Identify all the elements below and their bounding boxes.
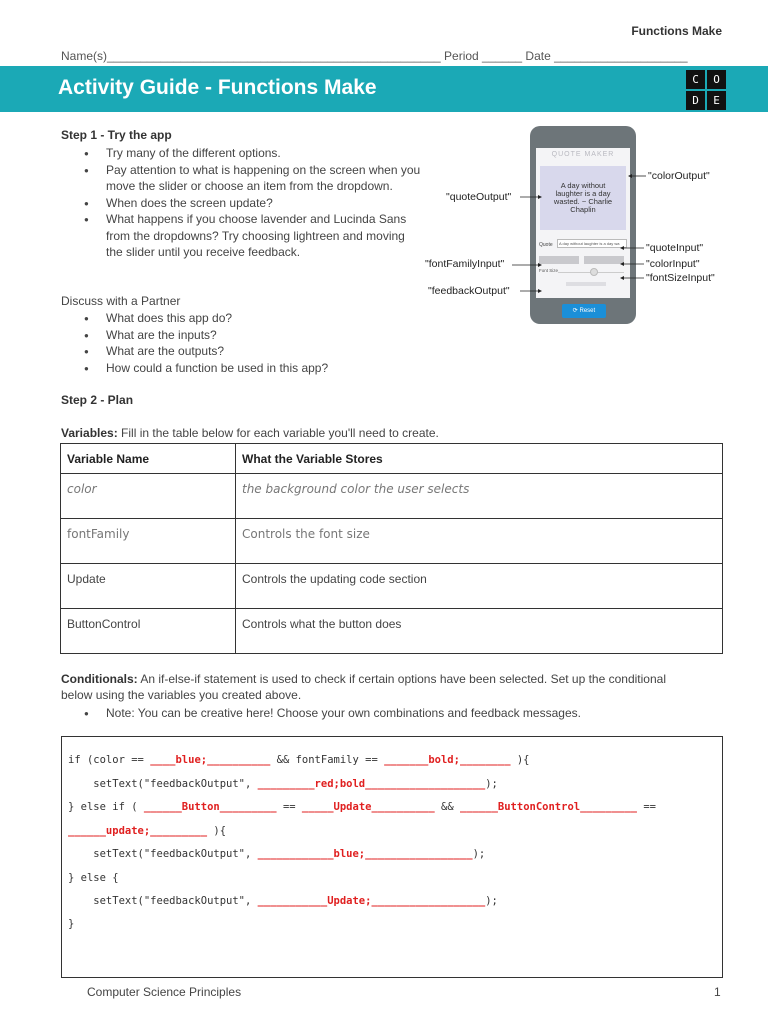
conditionals-text-2: below using the variables you created above. bbox=[61, 688, 302, 702]
column-header: What the Variable Stores bbox=[236, 444, 723, 474]
conditionals-instruction bbox=[61, 672, 666, 686]
list-item: ● Pay attention to what is happening on the screen when you move the slider or choose an item from the dropdown. bbox=[84, 162, 424, 195]
callout-quote-output: "quoteOutput" bbox=[446, 191, 512, 203]
quote-input-field: A day without laughter is a day wa bbox=[557, 239, 627, 248]
fill-in-blank[interactable]: _________red;bold___________________ bbox=[257, 778, 486, 790]
discuss-bullet-list bbox=[84, 310, 424, 376]
fill-in-blank[interactable]: ___________Update;__________________ bbox=[257, 895, 486, 907]
list-item: ● What does this app do? bbox=[84, 310, 424, 327]
code-text: ){ bbox=[510, 754, 530, 766]
code-line-8 bbox=[68, 918, 74, 930]
code-text: } bbox=[68, 918, 75, 930]
step2-heading: Step 2 - Plan bbox=[61, 393, 134, 407]
fill-in-blank[interactable]: ______update;_________ bbox=[68, 825, 208, 837]
logo-letter: O bbox=[707, 70, 726, 89]
code-line-7 bbox=[68, 895, 498, 907]
code-text: } else { bbox=[68, 872, 119, 884]
code-text: ); bbox=[485, 778, 498, 790]
code-line-4 bbox=[68, 825, 226, 837]
code-line-1 bbox=[68, 754, 530, 766]
callout-feedback-output: "feedbackOutput" bbox=[428, 285, 510, 297]
running-header-title: Functions Make bbox=[631, 24, 722, 38]
list-item: ● What are the inputs? bbox=[84, 327, 424, 344]
variable-name-cell[interactable]: ButtonControl bbox=[61, 609, 236, 654]
list-item: ● Try many of the different options. bbox=[84, 145, 424, 162]
variables-text: Fill in the table below for each variable you'll need to create. bbox=[121, 426, 439, 440]
code-text: && bbox=[434, 801, 460, 813]
code-text: ){ bbox=[207, 825, 227, 837]
callout-quote-input: "quoteInput" bbox=[646, 242, 704, 254]
fill-in-blank[interactable]: ______ButtonControl_________ bbox=[459, 801, 637, 813]
step1-heading: Step 1 - Try the app bbox=[61, 128, 172, 142]
variables-instruction bbox=[61, 426, 439, 440]
variables-label: Variables: bbox=[61, 426, 118, 440]
list-item: ● When does the screen update? bbox=[84, 195, 424, 212]
conditional-code-box bbox=[61, 736, 723, 978]
reset-button: ⟳ Reset bbox=[562, 304, 606, 318]
fill-in-blank[interactable]: _______bold;________ bbox=[384, 754, 511, 766]
logo-letter: C bbox=[686, 70, 705, 89]
code-line-3 bbox=[68, 801, 656, 813]
code-text: == bbox=[637, 801, 656, 813]
callout-font-size-input: "fontSizeInput" bbox=[646, 272, 715, 284]
step1-bullet-list bbox=[84, 145, 424, 261]
code-text: setText("feedbackOutput", bbox=[68, 895, 258, 907]
reset-label: Reset bbox=[579, 308, 596, 314]
table-header-row bbox=[61, 444, 723, 474]
conditionals-text-1: An if-else-if statement is used to check if certain options have been selected. Set up the conditional bbox=[140, 672, 666, 686]
code-text: && fontFamily == bbox=[270, 754, 385, 766]
list-item: ● What happens if you choose lavender and Lucinda Sans from the dropdowns? Try choosing lightreen and moving the slider until you receive feedback. bbox=[84, 211, 424, 261]
callout-color-input: "colorInput" bbox=[646, 258, 700, 270]
note-item: ● Note: You can be creative here! Choose your own combinations and feedback messages. bbox=[84, 705, 684, 722]
page-title: Activity Guide - Functions Make bbox=[58, 76, 377, 99]
fill-in-blank[interactable]: ____blue;__________ bbox=[150, 754, 271, 766]
table-row bbox=[61, 519, 723, 564]
logo-letter: E bbox=[707, 91, 726, 110]
fill-in-blank[interactable]: _____Update__________ bbox=[301, 801, 435, 813]
fill-in-blank[interactable]: ______Button_________ bbox=[143, 801, 277, 813]
code-text: ); bbox=[472, 848, 486, 860]
font-size-slider-thumb bbox=[590, 268, 598, 276]
footer-page-number: 1 bbox=[714, 985, 721, 999]
code-text: if (color == bbox=[68, 754, 151, 766]
table-row bbox=[61, 564, 723, 609]
variable-stores-cell[interactable]: Controls the updating code section bbox=[236, 564, 723, 609]
code-line-6 bbox=[68, 872, 119, 884]
table-row bbox=[61, 474, 723, 519]
note-list bbox=[84, 705, 684, 722]
quote-output-box: A day without laughter is a day wasted. ~ Charlie Chaplin bbox=[540, 166, 626, 230]
footer-course-name: Computer Science Principles bbox=[87, 985, 242, 999]
variable-stores-cell[interactable]: Controls the font size bbox=[236, 519, 723, 564]
code-text: ); bbox=[485, 895, 498, 907]
fill-in-blank[interactable]: ____________blue;_________________ bbox=[257, 848, 473, 860]
table-row bbox=[61, 609, 723, 654]
code-line-2 bbox=[68, 778, 498, 790]
code-text: setText("feedbackOutput", bbox=[68, 848, 258, 860]
code-org-logo bbox=[686, 70, 726, 110]
title-banner bbox=[0, 66, 768, 112]
variable-stores-cell[interactable]: Controls what the button does bbox=[236, 609, 723, 654]
conditionals-label: Conditionals: bbox=[61, 672, 138, 686]
logo-letter: D bbox=[686, 91, 705, 110]
variables-table bbox=[60, 443, 723, 654]
callout-color-output: "colorOutput" bbox=[648, 170, 710, 182]
variable-name-cell[interactable]: Update bbox=[61, 564, 236, 609]
variable-name-cell[interactable]: fontFamily bbox=[61, 519, 236, 564]
name-period-date-line: Name(s)__________________________________________________ Period ______ Date ____________________ bbox=[61, 49, 688, 63]
code-text: } else if ( bbox=[68, 801, 144, 813]
font-size-label: Font Size bbox=[539, 268, 559, 273]
code-line-5 bbox=[68, 848, 485, 860]
code-text: setText("feedbackOutput", bbox=[68, 778, 258, 790]
discuss-heading: Discuss with a Partner bbox=[61, 294, 181, 308]
quote-label: Quote bbox=[539, 242, 553, 248]
app-screen bbox=[536, 148, 630, 298]
font-family-dropdown bbox=[539, 256, 579, 264]
column-header: Variable Name bbox=[61, 444, 236, 474]
color-dropdown bbox=[584, 256, 624, 264]
callout-font-family-input: "fontFamilyInput" bbox=[425, 258, 505, 270]
feedback-output-area bbox=[566, 282, 606, 286]
list-item: ● What are the outputs? bbox=[84, 343, 424, 360]
app-screenshot-phone bbox=[530, 126, 636, 324]
list-item: ● How could a function be used in this app? bbox=[84, 360, 424, 377]
variable-stores-cell[interactable]: the background color the user selects bbox=[236, 474, 723, 519]
code-text: == bbox=[276, 801, 302, 813]
app-title: QUOTE MAKER bbox=[551, 151, 615, 158]
variable-name-cell[interactable]: color bbox=[61, 474, 236, 519]
